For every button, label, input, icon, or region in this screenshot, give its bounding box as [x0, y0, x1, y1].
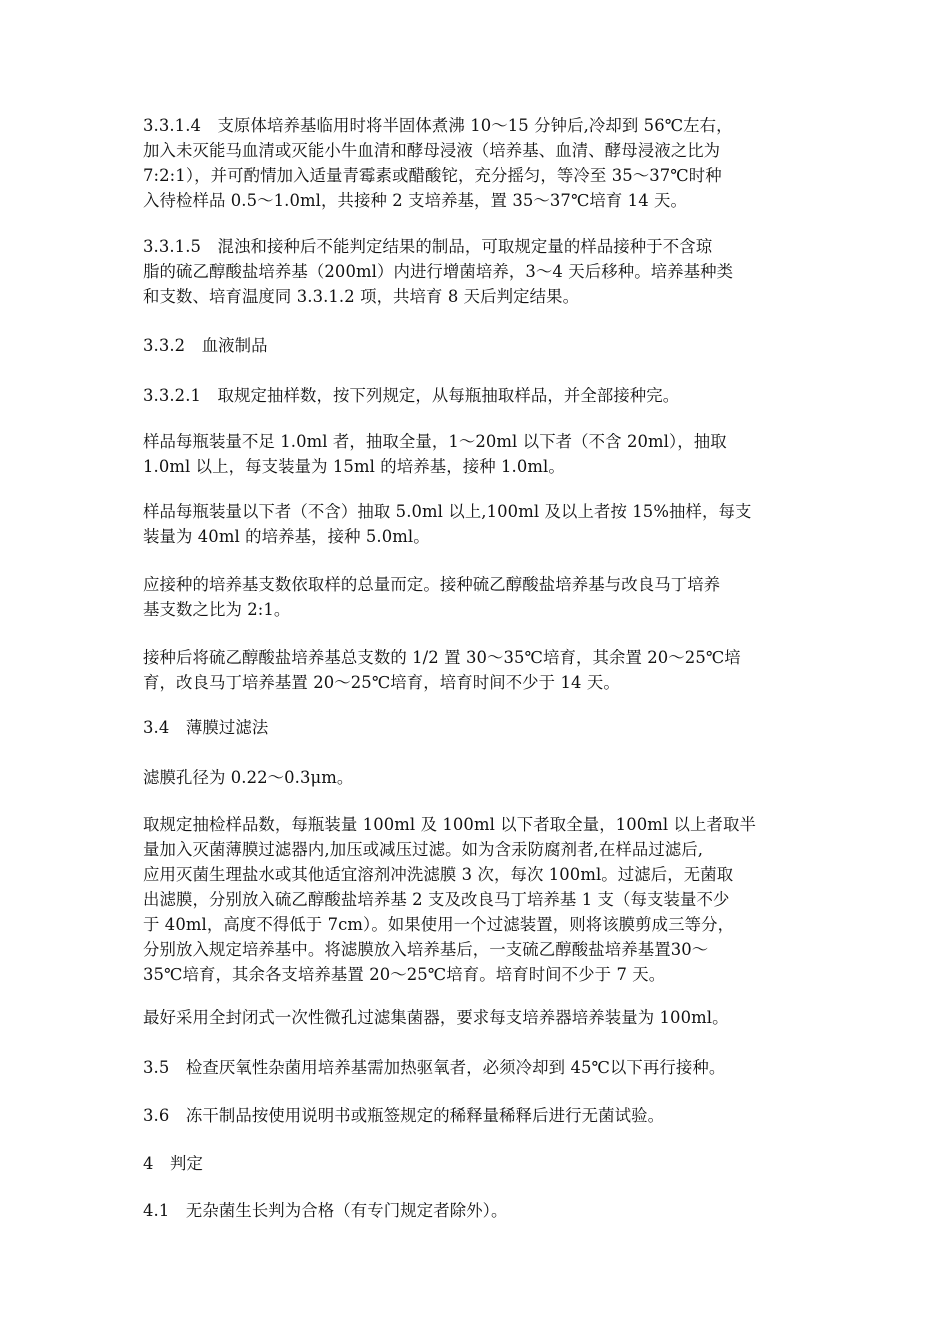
paragraph-3-5: 3.5 检查厌氧性杂菌用培养基需加热驱氧者，必须冷却到 45℃以下再行接种。 — [143, 1058, 726, 1077]
paragraph-medium-count: 应接种的培养基支数依取样的总量而定。接种硫乙醇酸盐培养基与改良马丁培养 基支数之比为 2:1。 — [143, 575, 721, 619]
heading-3-3-2: 3.3.2 血液制品 — [143, 336, 268, 355]
paragraph-3-6: 3.6 冻干制品按使用说明书或瓶签规定的稀释量稀释后进行无菌试验。 — [143, 1106, 665, 1125]
paragraph-sample-volume-1: 样品每瓶装量不足 1.0ml 者，抽取全量，1～20ml 以下者（不含 20ml），抽取 1.0ml 以上，每支装量为 15ml 的培养基，接种 1.0ml。 — [143, 432, 727, 476]
paragraph-4-1: 4.1 无杂菌生长判为合格（有专门规定者除外）。 — [143, 1201, 508, 1220]
heading-4: 4 判定 — [143, 1154, 203, 1173]
paragraph-3-3-1-5: 3.3.1.5 混浊和接种后不能判定结果的制品，可取规定量的样品接种于不含琼 脂的硫乙醇酸盐培养基（200ml）内进行增菌培养，3～4 天后移种。培养基种类 和支数、培育温度同 3.3.1.2 项，共培育 8 天后判定结果。 — [143, 237, 734, 306]
paragraph-filter-pore: 滤膜孔径为 0.22～0.3μm。 — [143, 768, 354, 787]
paragraph-3-3-2-1: 3.3.2.1 取规定抽样数，按下列规定，从每瓶抽取样品，并全部接种完。 — [143, 386, 680, 405]
paragraph-filtration-procedure: 取规定抽检样品数，每瓶装量 100ml 及 100ml 以下者取全量，100ml 以上者取半 量加入灭菌薄膜过滤器内,加压或减压过滤。如为含汞防腐剂者,在样品过滤后, 应用灭菌生理盐水或其他适宜溶剂冲洗滤膜 3 次，每次 100ml。过滤后，无菌取 出滤膜，分别放入硫乙醇酸盐培养基 2 支及改良马丁培养基 1 支（每支装量不少 于 40ml，高度不得低于 7cm）。如果使用一个过滤装置，则将该膜剪成三等分， 分别放入规定培养基中。将滤膜放入培养基后，一支硫乙醇酸盐培养基置30～ 35℃培育，其余各支培养基置 20～25℃培育。培育时间不少于 7 天。 — [143, 815, 757, 984]
paragraph-incubation: 接种后将硫乙醇酸盐培养基总支数的 1/2 置 30～35℃培育，其余置 20～25℃培 育，改良马丁培养基置 20～25℃培育，培育时间不少于 14 天。 — [143, 648, 741, 692]
heading-3-4: 3.4 薄膜过滤法 — [143, 718, 269, 737]
paragraph-3-3-1-4: 3.3.1.4 支原体培养基临用时将半固体煮沸 10～15 分钟后,冷却到 56℃左右， 加入未灭能马血清或灭能小牛血清和酵母浸液（培养基、血清、酵母浸液之比为 7:2:1），并可酌情加入适量青霉素或醋酸铊，充分摇匀，等冷至 35～37℃时种 入待检样品 0.5～1.0ml，共接种 2 支培养基，置 35～37℃培育 14 天。 — [143, 116, 733, 210]
paragraph-sample-volume-2: 样品每瓶装量以下者（不含）抽取 5.0ml 以上,100ml 及以上者按 15%抽样，每支 装量为 40ml 的培养基，接种 5.0ml。 — [143, 502, 752, 546]
paragraph-closed-filter: 最好采用全封闭式一次性微孔过滤集菌器，要求每支培养器培养装量为 100ml。 — [143, 1008, 729, 1027]
